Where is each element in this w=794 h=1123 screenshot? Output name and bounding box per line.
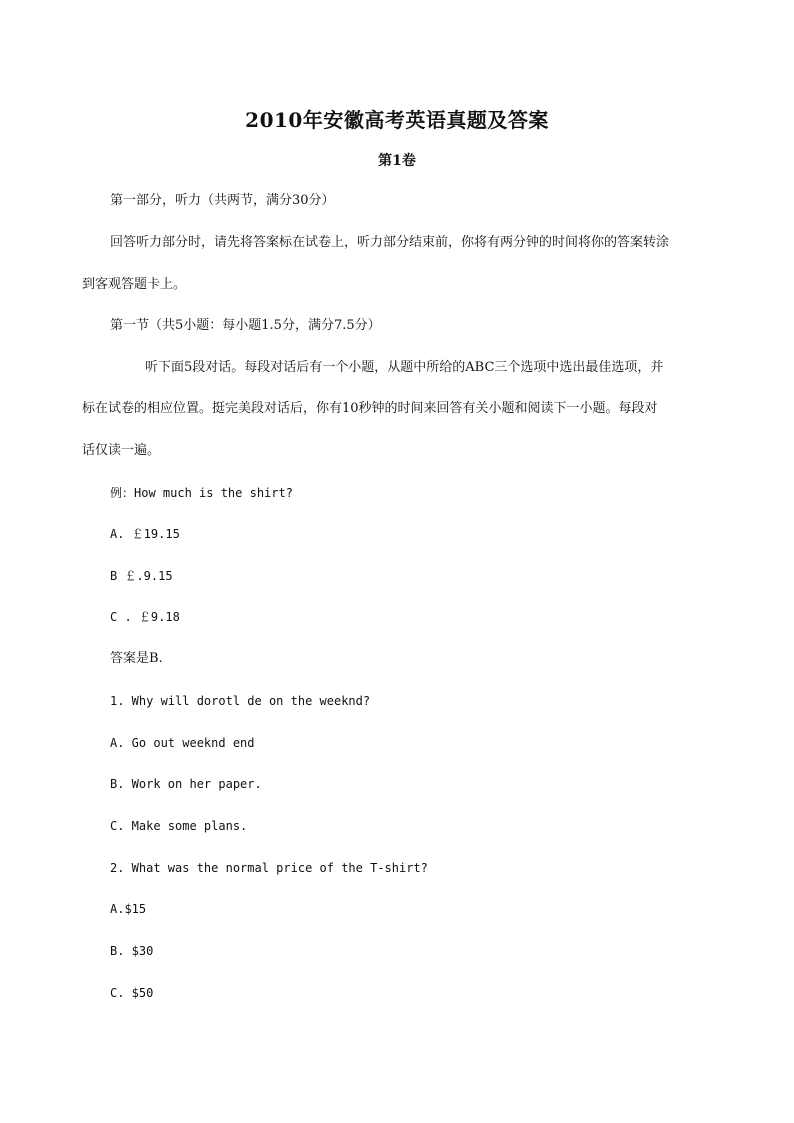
section1-line-2: 标在试卷的相应位置。挺完美段对话后，你有10秒钟的时间来回答有关小题和阅读下一小题。每段对 xyxy=(82,401,658,416)
section1-line-3: 话仅读一遍。 xyxy=(82,443,161,458)
example-option-c: C . ￡9.18 xyxy=(110,610,180,624)
question-2-option-b: B. $30 xyxy=(110,944,154,958)
example-answer: 答案是B. xyxy=(110,651,163,666)
example-option-b: B ￡.9.15 xyxy=(110,569,173,583)
part1-heading: 第一部分，听力（共两节，满分30分） xyxy=(110,193,335,208)
question-1-option-b: B. Work on her paper. xyxy=(110,777,262,791)
question-2-option-c: C. $50 xyxy=(110,986,154,1000)
instruction-line-1: 回答听力部分时，请先将答案标在试卷上，听力部分结束前，你将有两分钟的时间将你的答案转涂 xyxy=(110,235,670,250)
example-question: 例：How much is the shirt? xyxy=(110,486,293,500)
question-2-option-a: A.$15 xyxy=(110,902,147,916)
example-option-a: A. ￡19.15 xyxy=(110,527,180,541)
page-title: 2010年安徽高考英语真题及答案 xyxy=(245,108,549,132)
volume-label: 第1卷 xyxy=(378,153,416,169)
instruction-line-2: 到客观答题卡上。 xyxy=(82,277,187,292)
question-1-option-c: C. Make some plans. xyxy=(110,819,248,833)
section1-line-1: 听下面5段对话。每段对话后有一个小题，从题中所给的ABC三个选项中选出最佳选项，并 xyxy=(145,360,664,375)
question-2: 2. What was the normal price of the T-shirt? xyxy=(110,861,428,875)
question-1: 1. Why will dorotl de on the weeknd? xyxy=(110,694,371,708)
question-1-option-a: A. Go out weeknd end xyxy=(110,736,255,750)
section1-heading: 第一节（共5小题：每小题1.5分，满分7.5分） xyxy=(110,318,381,333)
